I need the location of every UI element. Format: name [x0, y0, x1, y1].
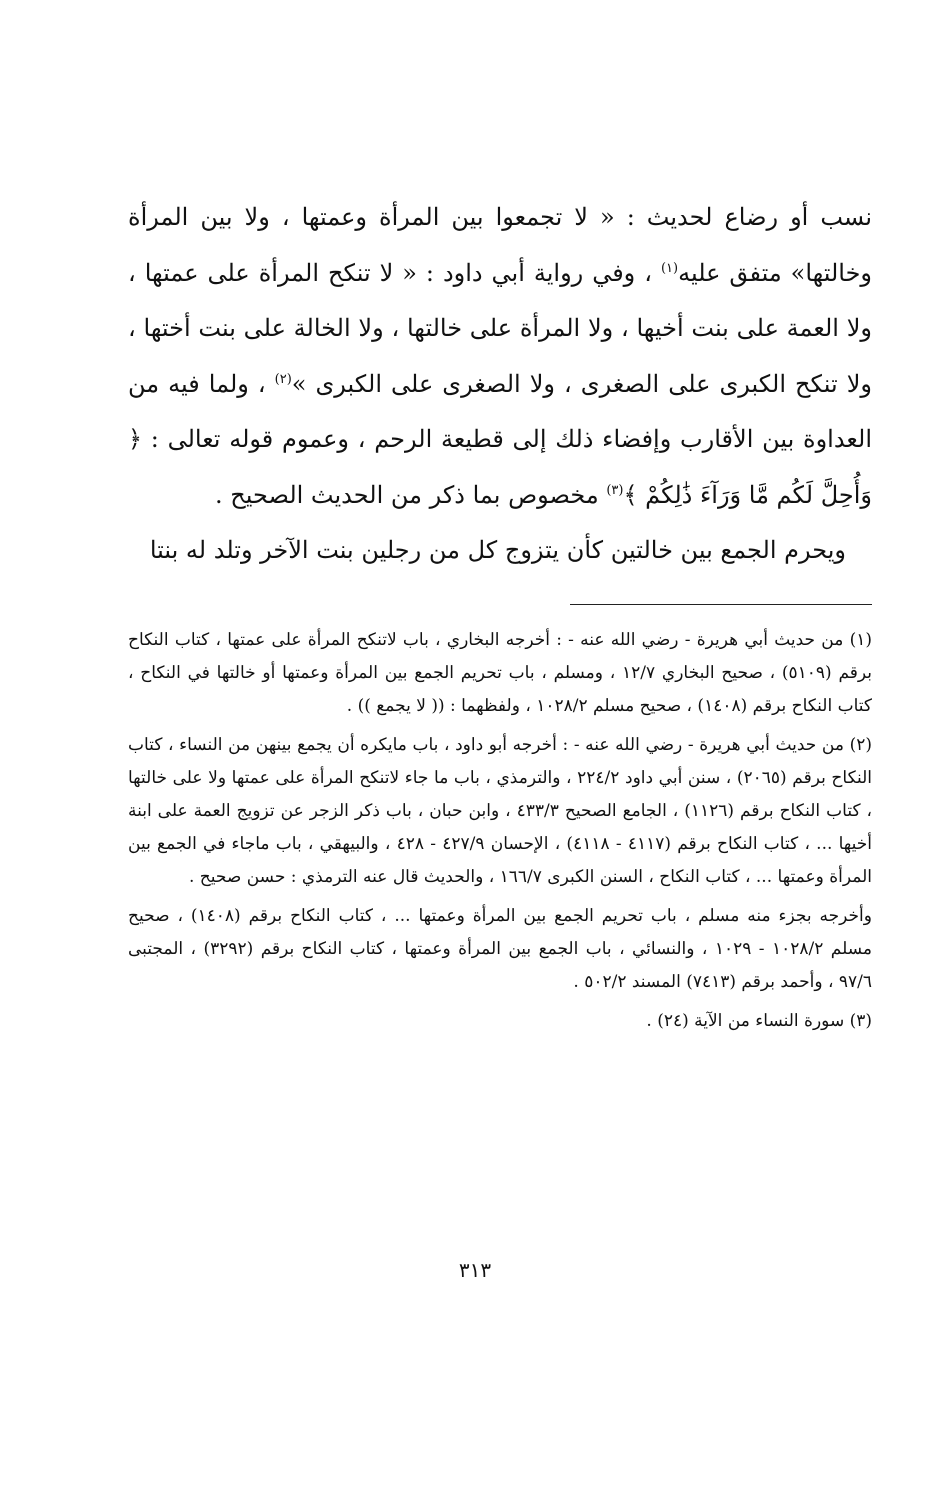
paragraph-1-part-c: ، ولما فيه من العداوة بين الأقارب وإفضاء ذلك إلى قطيعة الرحم ، وعموم قوله تعالى : ﴿ وَأُحِلَّ لَكُم مَّا وَرَآءَ ذَٰلِكُمْ ﴾ [128, 369, 872, 509]
paragraph-1-part-a: نسب أو رضاع لحديث : « لا تجمعوا بين المرأة وعمتها ، ولا بين المرأة وخالتها» متفق عليه [128, 203, 872, 287]
footnote-2-continuation: وأخرجه بجزء منه مسلم ، باب تحريم الجمع بين المرأة وعمتها ... ، كتاب النكاح برقم (١٤٠٨) ، صحيح مسلم ١٠٢٨/٢ - ١٠٢٩ ، والنسائي ، باب الجمع بين المرأة وعمتها ، كتاب النكاح برقم (٣٢٩٢) ، المجتبى ٩٧/٦ ، وأحمد برقم (٧٤١٣) المسند ٥٠٢/٢ . [128, 906, 872, 992]
page-number: ٣١٣ [458, 1258, 492, 1282]
paragraph-2: ويحرم الجمع بين خالتين كأن يتزوج كل من رجلين بنت الآخر وتلد له بنتا [149, 536, 846, 564]
main-text [128, 190, 872, 579]
footnote-ref-1: (١) [660, 260, 679, 276]
footnote-divider [570, 604, 872, 605]
footnote-3: (٣) سورة النساء من الآية (٢٤) . [646, 1011, 872, 1031]
footnote-ref-2: (٢) [274, 371, 292, 387]
footnote-1: (١) من حديث أبي هريرة - رضي الله عنه - : أخرجه البخاري ، باب لاتنكح المرأة على عمتها ، كتاب النكاح برقم (٥١٠٩) ، صحيح البخاري ١٢/٧ ، ومسلم ، باب تحريم الجمع بين المرأة وعمتها أو خالتها في النكاح ، كتاب النكاح برقم (١٤٠٨) ، صحيح مسلم ١٠٢٨/٢ ، ولفظهما : (( لا يجمع )) . [128, 630, 872, 716]
paragraph-1-part-b: ، وفي رواية أبي داود : « لا تنكح المرأة على عمتها ، ولا العمة على بنت أخيها ، ولا المرأة على خالتها ، ولا الخالة على بنت أختها ، ولا تنكح الكبرى على الصغرى ، ولا الصغرى على الكبرى » [128, 258, 872, 398]
footnote-2: (٢) من حديث أبي هريرة - رضي الله عنه - : أخرجه أبو داود ، باب مايكره أن يجمع بينهن من النساء ، كتاب النكاح برقم (٢٠٦٥) ، سنن أبي داود ٢٢٤/٢ ، والترمذي ، باب ما جاء لاتنكح المرأة على عمتها ولا على خالتها ، كتاب النكاح برقم (١١٢٦) ، الجامع الصحيح ٤٣٣/٣ ، وابن حبان ، باب ذكر الزجر عن تزويج العمة على ابنة أخيها ... ، كتاب النكاح برقم (٤١١٧ - ٤١١٨) ، الإحسان ٤٢٧/٩ - ٤٢٨ ، والبيهقي ، باب ماجاء في الجمع بين المرأة وعمتها ... ، كتاب النكاح ، السنن الكبرى ١٦٦/٧ ، والحديث قال عنه الترمذي : حسن صحيح . [128, 735, 873, 887]
footnotes [128, 624, 872, 1044]
paragraph-1 [128, 190, 872, 523]
paragraph-1-part-d: مخصوص بما ذكر من الحديث الصحيح . [215, 480, 607, 509]
footnote-ref-3: (٣) [606, 482, 624, 498]
